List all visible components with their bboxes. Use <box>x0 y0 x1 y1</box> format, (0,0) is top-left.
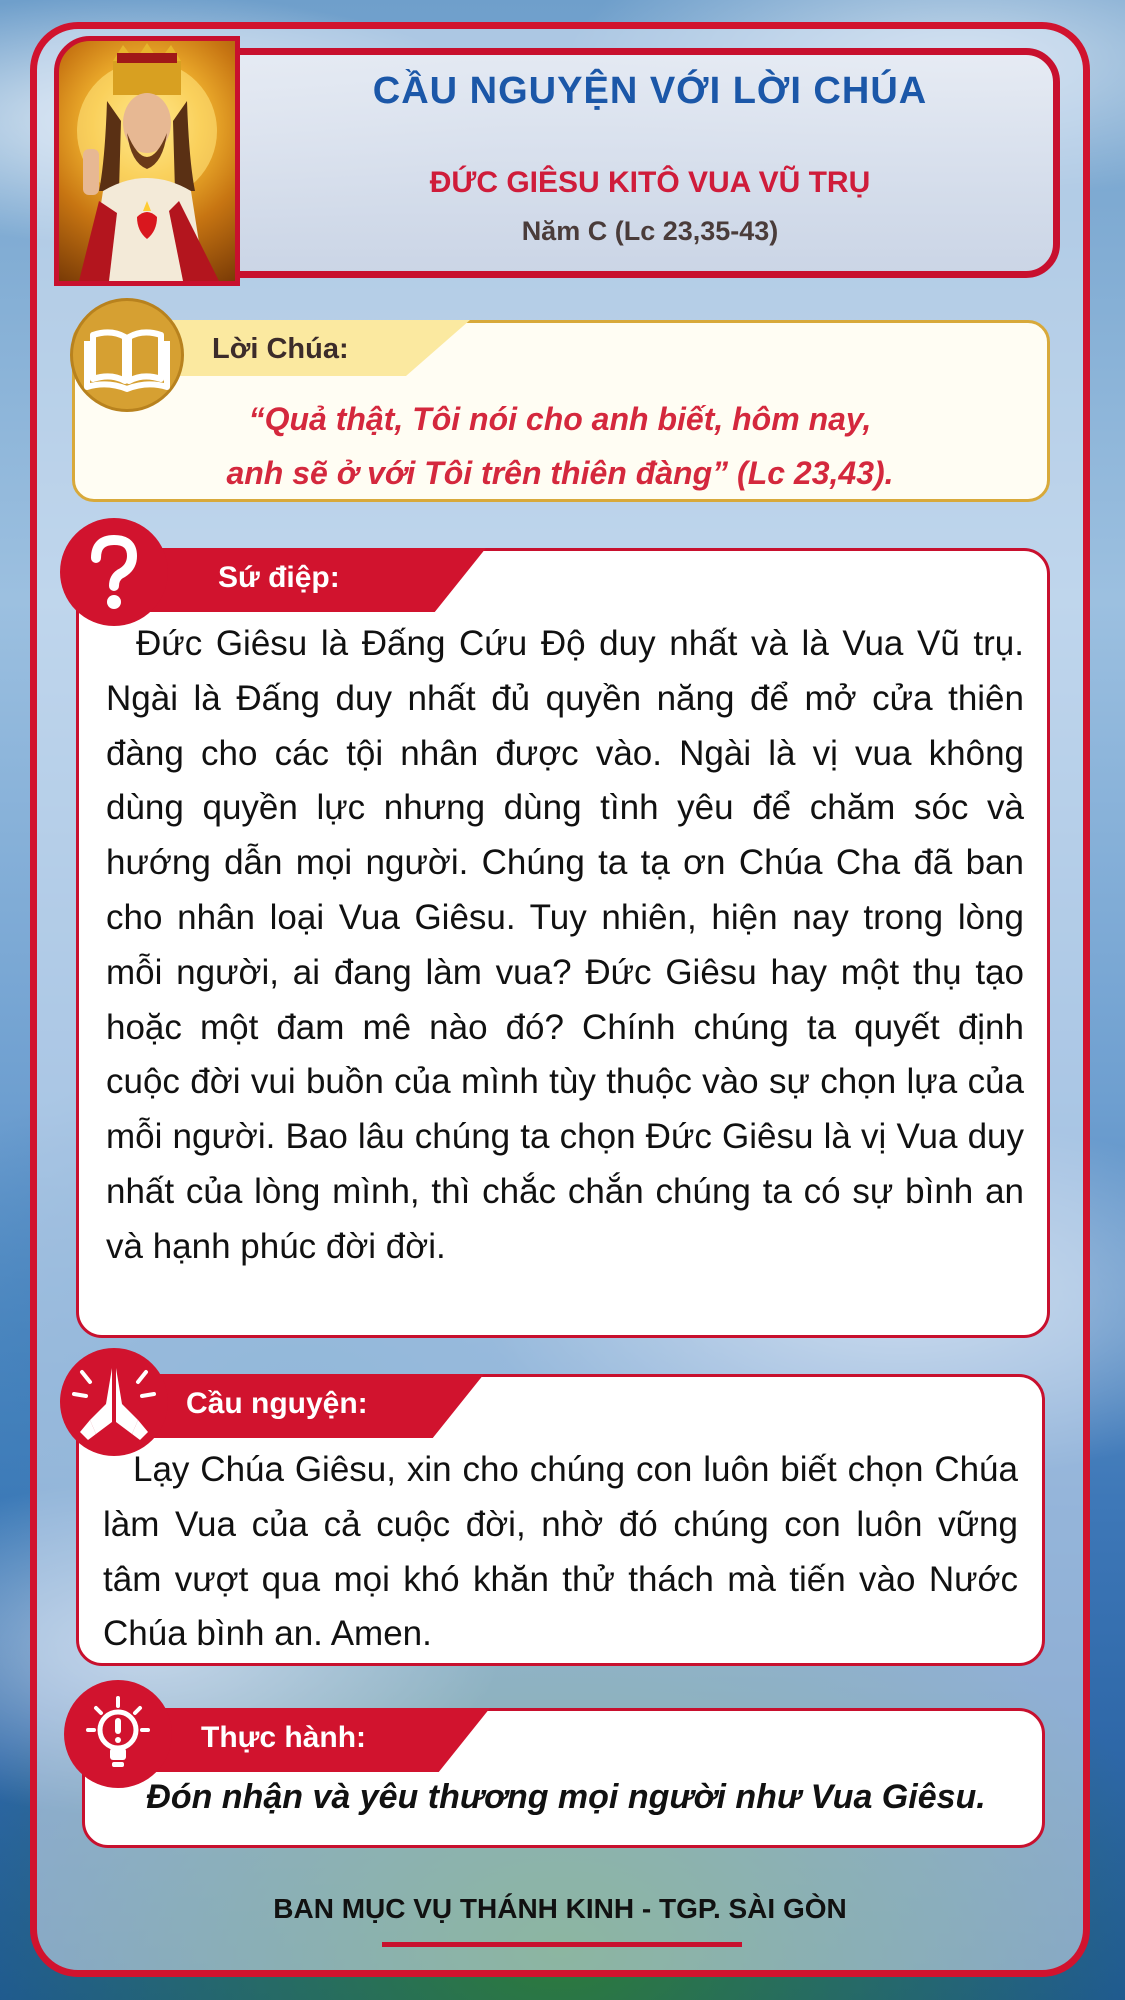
feast-title: ĐỨC GIÊSU KITÔ VUA VŨ TRỤ <box>429 166 871 199</box>
question-mark-icon <box>60 518 168 626</box>
prayer-label: Cầu nguyện: <box>186 1387 368 1420</box>
message-label: Sứ điệp: <box>218 561 340 594</box>
prayer-text <box>103 1443 1018 1662</box>
lightbulb-icon <box>64 1680 172 1788</box>
practice-text: Đón nhận và yêu thương mọi người như Vua Giêsu. <box>146 1778 986 1816</box>
practice-label: Thực hành: <box>201 1721 367 1754</box>
quote-line-2: anh sẽ ở với Tôi trên thiên đàng” (Lc 23,43). <box>226 455 894 491</box>
liturgical-year: Năm C (Lc 23,35-43) <box>521 216 779 246</box>
quote-line-1: “Quả thật, Tôi nói cho anh biết, hôm nay, <box>248 401 872 437</box>
footer-underline <box>382 1942 742 1947</box>
footer-credit: BAN MỤC VỤ THÁNH KINH - TGP. SÀI GÒN <box>273 1893 847 1924</box>
page-title: CẦU NGUYỆN VỚI LỜI CHÚA <box>372 70 928 112</box>
message-paragraph: Đức Giêsu là Đấng Cứu Độ duy nhất và là Vua Vũ trụ. Ngài là Đấng duy nhất đủ quyền năng để mở cửa thiên đàng cho các tội nhân được vào. Ngài là vị vua không dùng quyền lực nhưng dùng tình yêu để chăm sóc và hướng dẫn mọi người. Chúng ta tạ ơn Chúa Cha đã ban cho nhân loại Vua Giêsu. Tuy nhiên, hiện nay trong lòng mỗi người, ai đang làm vua? Đức Giêsu hay một thụ tạo hoặc một đam mê nào đó? Chính chúng ta quyết định cuộc đời vui buồn của mình tùy thuộc vào sự chọn lựa của mỗi người. Bao lâu chúng ta chọn Đức Giêsu là vị Vua duy nhất của lòng mình, thì chắc chắn chúng ta có sự bình an và hạnh phúc đời đời. <box>106 624 1024 1266</box>
prayer-paragraph: Lạy Chúa Giêsu, xin cho chúng con luôn biết chọn Chúa làm Vua của cả cuộc đời, nhờ đó chúng con luôn vững tâm vượt qua mọi khó khăn thử thách mà tiến vào Nước Chúa bình an. Amen. <box>103 1450 1018 1654</box>
scripture-label: Lời Chúa: <box>212 333 349 365</box>
christ-the-king-image <box>54 36 240 286</box>
message-text <box>106 617 1024 1275</box>
praying-hands-icon <box>60 1348 168 1456</box>
scripture-quote <box>100 392 1020 500</box>
